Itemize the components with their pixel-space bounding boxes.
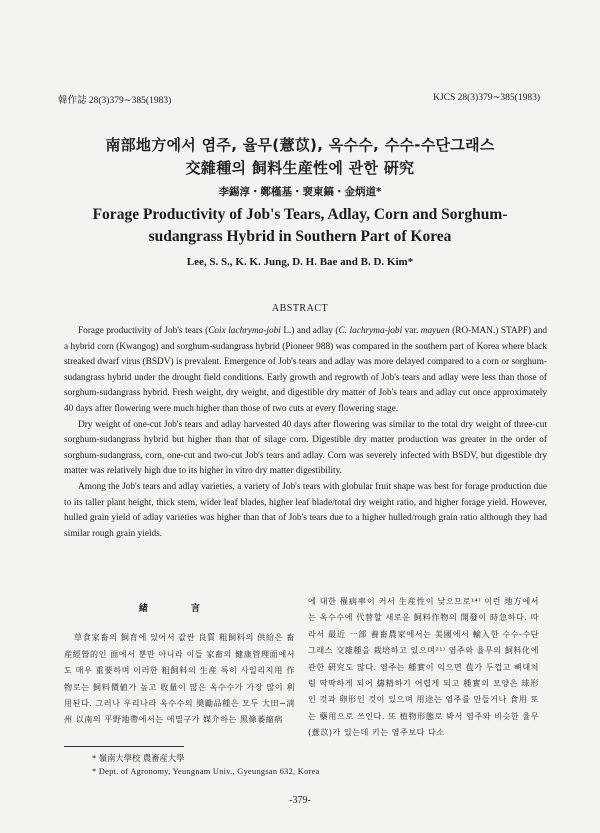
journal-header-right: KJCS 28(3)379∼385(1983) <box>433 93 540 103</box>
abstract-text: var. <box>402 326 421 336</box>
abstract-paragraph-3: Among the Job's tears and adlay varieties, a variety of Job's tears with globular fruit shape was best for forage production due to its taller plant height, thick stem, wider leaf blades, higher leaf blade/total dry weight ratio, and higher forage yield. However, hulled grain yield of adlay varieties was higher than that of Job's tears due to a higher hulled/rough grain ratio although they had similar rough grain yields. <box>64 481 547 539</box>
korean-title-line-1: 南部地方에서 염주, 율무(薏苡), 옥수수, 수수-수단그래스 <box>105 136 495 154</box>
body-column-right <box>308 593 539 741</box>
abstract-text: Forage productivity of Job's tears ( <box>78 326 209 336</box>
species-name: Coix lachryma-jobi <box>208 326 281 336</box>
english-title-line-2: sudangrass Hybrid in Southern Part of Korea <box>148 228 452 245</box>
abstract-paragraph-2: Dry weight of one-cut Job's tears and adlay harvested 40 days after flowering was similar to the total dry weight of three-cut sorghum-sudangrass hybrid but higher than that of silage corn. Digestible dry matter production was greater in the order of sorghum-sudangrass, corn, one-cut and two-cut Job's tears and adlay. Corn was severely infected with BSDV, but digestible dry matter was relatively high due to its higher in vitro dry matter digestibility. <box>64 419 547 477</box>
abstract-text: L.) and adlay ( <box>280 326 339 336</box>
english-title-line-1: Forage Productivity of Job's Tears, Adlay, Corn and Sorghum- <box>92 206 508 223</box>
intro-paragraph-right: 에 대한 罹病率이 커서 生産性이 낮으므로¹⁴⁾ 이런 地方에서는 옥수수에 代替할 새로운 飼料作物의 開發이 時急하다. 따라서 最近 一部 養畜農家에서는 美國에서 輸入한 수수-수단그래스 交雜種을 栽培하고 있으며²¹⁾ 염주와 율무의 飼料化에 관한 硏究도 많다. 염주는 種實이 익으면 苞가 두껍고 뼈대처럼 딱딱하게 되어 擣精하기 어렵게 되고 種實의 모양은 球形인 것과 卵形인 것이 있으며 用途는 염주를 만들거나 食用 또는 藥用으로 쓰인다. 또 植物形態로 봐서 염주와 비슷한 율무(薏苡)가 있는데 키는 염주보다 다소 <box>308 596 539 738</box>
korean-authors: 李錫淳・鄭槿基・裵東鎬・金炳道* <box>218 186 382 198</box>
abstract-body <box>64 324 547 542</box>
introduction-heading: 緒 言 <box>138 604 221 614</box>
abstract-text: (RO-MAN.) STAPF) and a hybrid corn (Kwangog) and sorghum-sudangrass hybrid (Pioneer 988) was compared in the southern part of Korea where black streaked dwarf virus (BSDV) is prevalent. Emergence of Job's tears and adlay was more delayed compared to a corn or sorghum-sudangrass hybrid under the drought field conditions. Early growth and regrowth of Job's tears and adlay were less than those of sorghum-sudangrass hybrid. Fresh weight, dry weight, and digestible dry matter of Job's tears and adlay cut once approximately 40 days after flowering were much higher than those of two cuts at every flowering stage. <box>64 326 547 414</box>
footnote-divider <box>64 746 184 747</box>
footnote-korean: * 嶺南大學校 農畜産大學 <box>92 753 185 763</box>
journal-header-left: 韓作誌 28(3)379∼385(1983) <box>58 96 172 106</box>
variety-name: mayuen <box>420 326 450 336</box>
page-number: -379- <box>289 795 311 806</box>
english-authors: Lee, S. S., K. K. Jung, D. H. Bae and B. D. Kim* <box>186 256 414 268</box>
body-column-left <box>64 601 295 728</box>
intro-paragraph-left: 草食家畜의 飼育에 있어서 값싼 良質 粗飼料의 供給은 畜産經營的인 面에서 뿐만 아니라 이들 家畜의 健康管理面에서도 매우 重要하며 이러한 粗飼料의 生産 특히 사일리지用 作物로는 飼料價値가 높고 收量이 많은 옥수수가 가장 많이 利用된다. 그러나 우리나라 옥수수의 奬勵品種은 모두 大田∼淸州 以南의 平野地帶에서는 애멸구가 媒介하는 黑條萎縮病 <box>64 632 295 725</box>
abstract-paragraph-1 <box>64 324 547 418</box>
abstract-heading: ABSTRACT <box>271 303 329 314</box>
korean-title-line-2: 交雜種의 飼料生産性에 관한 硏究 <box>185 159 415 177</box>
footnote-english: * Dept. of Agronomy, Yeungnam Univ., Gyeungsan 632, Korea <box>92 767 320 776</box>
species-name: C. lachryma-jobi <box>338 326 403 336</box>
